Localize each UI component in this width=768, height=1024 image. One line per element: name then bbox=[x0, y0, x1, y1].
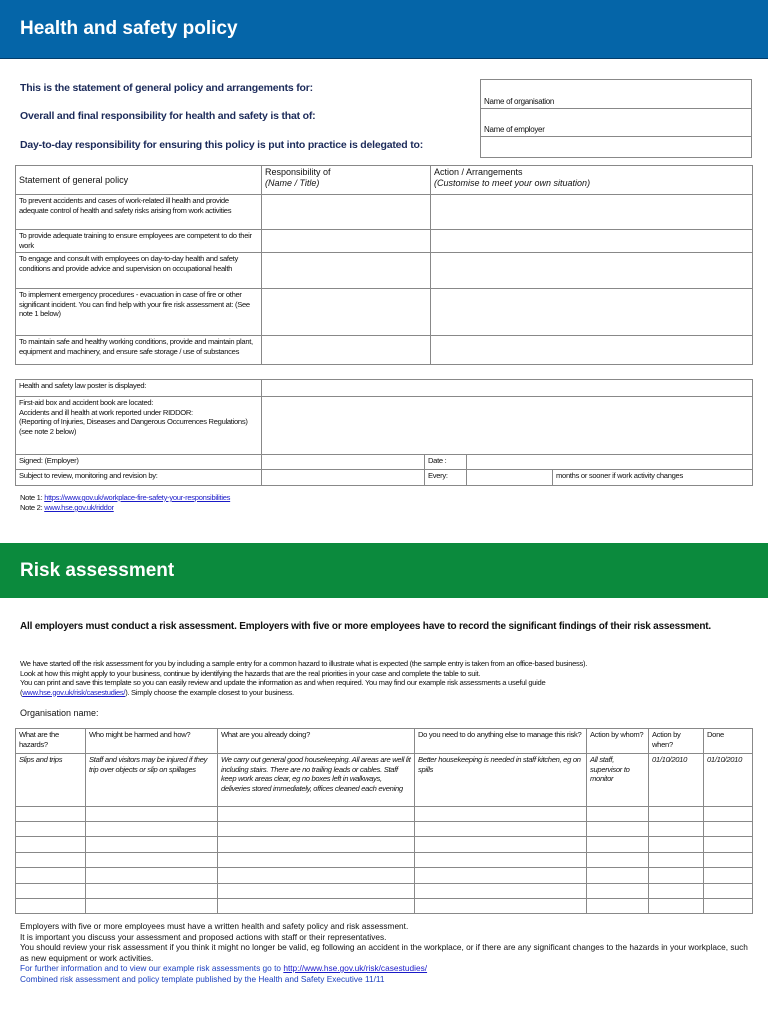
table-row bbox=[16, 195, 753, 230]
action-cell[interactable] bbox=[431, 336, 753, 365]
cell[interactable] bbox=[587, 884, 649, 899]
cell[interactable] bbox=[649, 899, 704, 914]
every-field[interactable] bbox=[467, 470, 553, 486]
statement-cell: To prevent accidents and cases of work-related ill health and provide adequate control of health and safety risks arising from work activities bbox=[16, 195, 262, 230]
cell[interactable] bbox=[649, 807, 704, 822]
cell[interactable] bbox=[415, 884, 587, 899]
cell[interactable] bbox=[587, 868, 649, 884]
cell[interactable] bbox=[415, 807, 587, 822]
date-field[interactable] bbox=[467, 455, 753, 470]
cell[interactable] bbox=[704, 807, 753, 822]
footer bbox=[20, 921, 750, 984]
review-field[interactable] bbox=[262, 470, 425, 486]
cell[interactable] bbox=[587, 899, 649, 914]
risk-header bbox=[0, 543, 768, 598]
cell[interactable]: 01/10/2010 bbox=[704, 754, 753, 807]
col-statement: Statement of general policy bbox=[16, 166, 262, 195]
casestudies-link[interactable]: http://www.hse.gov.uk/risk/casestudies/ bbox=[283, 963, 428, 973]
intro-line-2: Overall and final responsibility for health and safety is that of: bbox=[20, 110, 316, 122]
responsibility-cell[interactable] bbox=[262, 253, 431, 289]
cell[interactable]: Better housekeeping is needed in staff kitchen, eg on spills bbox=[415, 754, 587, 807]
note-2 bbox=[20, 503, 114, 512]
signed-field[interactable] bbox=[262, 455, 425, 470]
cell[interactable] bbox=[415, 837, 587, 853]
arrangements-table bbox=[15, 379, 753, 486]
cell[interactable]: Slips and trips bbox=[16, 754, 86, 807]
note-1-link[interactable]: https://www.gov.uk/workplace-fire-safety-your-responsibilities bbox=[44, 493, 231, 502]
cell[interactable] bbox=[587, 837, 649, 853]
col-by-when: Action by when? bbox=[649, 729, 704, 754]
cell[interactable] bbox=[704, 853, 753, 868]
footer-line bbox=[20, 963, 750, 974]
cell[interactable] bbox=[415, 853, 587, 868]
cell[interactable] bbox=[86, 822, 218, 837]
responsibility-cell[interactable] bbox=[262, 289, 431, 336]
footer-line: Employers with five or more employees must have a written health and safety policy and risk assessment. bbox=[20, 921, 409, 931]
cell[interactable] bbox=[649, 853, 704, 868]
cell[interactable]: We carry out general good housekeeping. All areas are well lit including stairs. There are no trailing leads or cables. Staff keep work areas clear, eg no boxes left in walkways, deliveries stored immediately, offices cleaned each evening bbox=[218, 754, 415, 807]
poster-label: Health and safety law poster is displayed: bbox=[16, 380, 262, 397]
action-cell[interactable] bbox=[431, 289, 753, 336]
organisation-name-label: Organisation name: bbox=[20, 708, 99, 718]
intro-line-3: Day-to-day responsibility for ensuring this policy is put into practice is delegated to: bbox=[20, 139, 424, 151]
col-subtitle: (Name / Title) bbox=[265, 178, 320, 188]
risk-table bbox=[15, 728, 753, 914]
risk-lead: All employers must conduct a risk assessment. Employers with five or more employees have to record the significant findings of their risk assessment. bbox=[20, 621, 711, 632]
cell[interactable] bbox=[704, 884, 753, 899]
text-line: Look at how this might apply to your business, continue by identifying the hazards that are the real priorities in your case and complete the table to suit. bbox=[20, 668, 481, 678]
table-row bbox=[16, 853, 753, 868]
action-cell[interactable] bbox=[431, 230, 753, 253]
cell[interactable] bbox=[86, 807, 218, 822]
cell[interactable] bbox=[415, 868, 587, 884]
field-label: Name of employer bbox=[484, 124, 545, 134]
name-of-organisation-field[interactable] bbox=[481, 80, 752, 109]
responsibility-cell[interactable] bbox=[262, 336, 431, 365]
table-row bbox=[16, 884, 753, 899]
cell[interactable] bbox=[218, 807, 415, 822]
table-row bbox=[16, 807, 753, 822]
cell[interactable] bbox=[218, 822, 415, 837]
policy-header bbox=[0, 0, 768, 59]
text-line: Accidents and ill health at work reported under RIDDOR: bbox=[19, 407, 193, 417]
table-row bbox=[16, 822, 753, 837]
text-line: (www.hse.gov.uk/risk/casestudies/). Simply choose the example closest to your business. bbox=[20, 687, 294, 697]
cell[interactable] bbox=[16, 853, 86, 868]
table-row bbox=[16, 253, 753, 289]
cell[interactable] bbox=[16, 807, 86, 822]
statement-cell: To implement emergency procedures - evacuation in case of fire or other significant incident. You can find help with your fire risk assessment at: (See note 1 below) bbox=[16, 289, 262, 336]
cell[interactable] bbox=[415, 822, 587, 837]
risk-title: Risk assessment bbox=[20, 559, 175, 581]
text: For further information and to view our example risk assessments go to bbox=[20, 963, 282, 973]
cell[interactable]: All staff, supervisor to monitor bbox=[587, 754, 649, 807]
text-line: You can print and save this template so you can easily review and update the information as and when required. You may find our example risk assessments a useful guide bbox=[20, 678, 546, 687]
cell[interactable] bbox=[16, 884, 86, 899]
col-already-doing: What are you already doing? bbox=[218, 729, 415, 754]
cell[interactable] bbox=[704, 837, 753, 853]
responsibility-cell[interactable] bbox=[262, 230, 431, 253]
col-who: Who might be harmed and how? bbox=[86, 729, 218, 754]
table-row bbox=[16, 837, 753, 853]
table-row bbox=[16, 899, 753, 914]
cell[interactable] bbox=[649, 837, 704, 853]
cell[interactable] bbox=[649, 868, 704, 884]
col-responsibility bbox=[262, 166, 431, 195]
statement-cell: To engage and consult with employees on day-to-day health and safety conditions and provide advice and supervision on occupational health bbox=[16, 253, 262, 289]
organisation-box bbox=[480, 79, 752, 158]
review-label: Subject to review, monitoring and revision by: bbox=[16, 470, 262, 486]
cell[interactable] bbox=[587, 822, 649, 837]
first-aid-field[interactable] bbox=[262, 397, 753, 455]
cell[interactable] bbox=[16, 899, 86, 914]
policy-title: Health and safety policy bbox=[20, 18, 238, 39]
col-subtitle: (Customise to meet your own situation) bbox=[434, 178, 591, 188]
cell[interactable] bbox=[86, 868, 218, 884]
text-line: First-aid box and accident book are located: bbox=[19, 398, 154, 407]
date-label: Date : bbox=[425, 455, 467, 470]
name-of-employer-field[interactable] bbox=[481, 109, 752, 137]
footer-line: It is important you discuss your assessment and proposed actions with staff or their representatives. bbox=[20, 931, 387, 942]
cell[interactable] bbox=[649, 822, 704, 837]
every-label: Every: bbox=[425, 470, 467, 486]
note-2-link[interactable]: www.hse.gov.uk/riddor bbox=[44, 503, 114, 512]
cell[interactable] bbox=[218, 868, 415, 884]
intro-line-1: This is the statement of general policy and arrangements for: bbox=[20, 82, 313, 94]
cell[interactable] bbox=[704, 868, 753, 884]
cell[interactable]: 01/10/2010 bbox=[649, 754, 704, 807]
text: ). Simply choose the example closest to your business. bbox=[125, 687, 294, 697]
footer-line: Combined risk assessment and policy template published by the Health and Safety Executive 11/11 bbox=[20, 973, 385, 984]
cell[interactable] bbox=[16, 822, 86, 837]
cell[interactable] bbox=[16, 837, 86, 853]
cell[interactable] bbox=[86, 884, 218, 899]
cell[interactable] bbox=[16, 868, 86, 884]
poster-field[interactable] bbox=[262, 380, 753, 397]
action-cell[interactable] bbox=[431, 195, 753, 230]
cell[interactable] bbox=[587, 853, 649, 868]
col-title: Action / Arrangements bbox=[434, 167, 523, 177]
casestudies-link[interactable]: www.hse.gov.uk/risk/casestudies/ bbox=[22, 687, 126, 697]
col-title: Responsibility of bbox=[265, 167, 331, 177]
col-anything-else: Do you need to do anything else to manage this risk? bbox=[415, 729, 587, 754]
table-row bbox=[16, 754, 753, 807]
months-label: months or sooner if work activity changes bbox=[553, 470, 753, 486]
table-row bbox=[16, 336, 753, 365]
cell[interactable] bbox=[218, 884, 415, 899]
delegated-field[interactable] bbox=[481, 137, 752, 158]
cell[interactable]: Staff and visitors may be injured if they trip over objects or slip on spillages bbox=[86, 754, 218, 807]
col-by-whom: Action by whom? bbox=[587, 729, 649, 754]
col-done: Done bbox=[704, 729, 753, 754]
field-label: Name of organisation bbox=[484, 96, 555, 106]
table-row bbox=[16, 289, 753, 336]
footer-line: You should review your risk assessment if you think it might no longer be valid, eg following an accident in the workplace, or if there are any significant changes to the hazards in your workplace, such as new equipment or work activities. bbox=[20, 942, 748, 963]
cell[interactable] bbox=[218, 899, 415, 914]
text-line: We have started off the risk assessment for you by including a sample entry for a common hazard to illustrate what is expected (the sample entry is taken from an office-based business). bbox=[20, 659, 588, 668]
note-label: Note 2: bbox=[20, 503, 43, 512]
col-action bbox=[431, 166, 753, 195]
cell[interactable] bbox=[86, 853, 218, 868]
cell[interactable] bbox=[86, 899, 218, 914]
responsibility-cell[interactable] bbox=[262, 195, 431, 230]
cell[interactable] bbox=[218, 837, 415, 853]
signed-label: Signed: (Employer) bbox=[16, 455, 262, 470]
first-aid-label bbox=[16, 397, 262, 455]
policy-table bbox=[15, 165, 753, 365]
risk-intro bbox=[20, 659, 750, 697]
table-row bbox=[16, 868, 753, 884]
action-cell[interactable] bbox=[431, 253, 753, 289]
cell[interactable] bbox=[86, 837, 218, 853]
cell[interactable] bbox=[704, 899, 753, 914]
col-hazards: What are the hazards? bbox=[16, 729, 86, 754]
note-1 bbox=[20, 493, 230, 502]
text-line: (Reporting of Injuries, Diseases and Dangerous Occurrences Regulations) (see note 2 below) bbox=[19, 417, 248, 436]
cell[interactable] bbox=[704, 822, 753, 837]
cell[interactable] bbox=[587, 807, 649, 822]
cell[interactable] bbox=[649, 884, 704, 899]
cell[interactable] bbox=[415, 899, 587, 914]
note-label: Note 1: bbox=[20, 493, 43, 502]
statement-cell: To maintain safe and healthy working conditions, provide and maintain plant, equipment and machinery, and ensure safe storage / use of substances bbox=[16, 336, 262, 365]
table-row bbox=[16, 230, 753, 253]
statement-cell: To provide adequate training to ensure employees are competent to do their work bbox=[16, 230, 262, 253]
cell[interactable] bbox=[218, 853, 415, 868]
